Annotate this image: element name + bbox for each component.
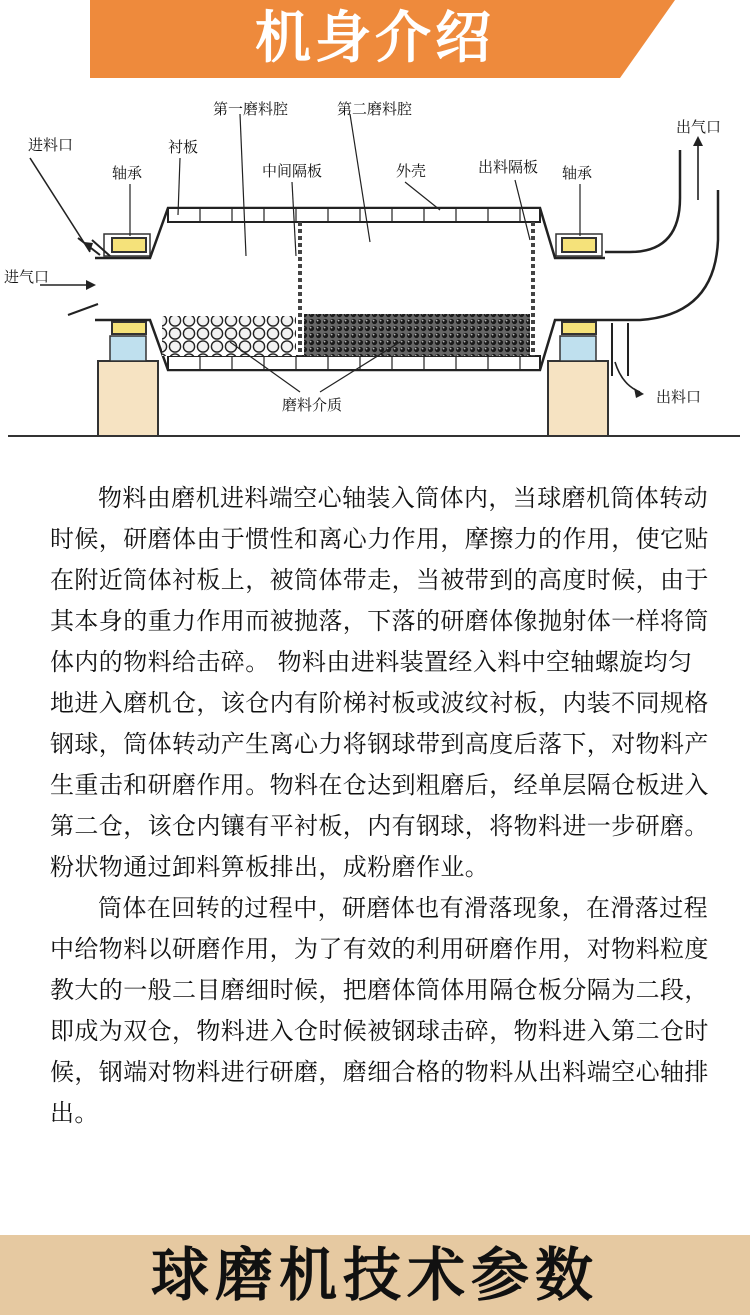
label-chamber-two: 第二磨料腔	[337, 100, 413, 118]
footer-banner	[0, 1235, 750, 1315]
shell-bottom	[168, 356, 540, 370]
label-air-outlet: 出气口	[676, 118, 722, 136]
section-title: 球磨机技术参数	[150, 1241, 599, 1309]
label-liner: 衬板	[168, 138, 199, 156]
label-discharge-outlet: 出料口	[656, 388, 702, 406]
label-bearing-left: 轴承	[112, 164, 143, 182]
bearing-left-top	[112, 238, 146, 252]
label-air-inlet: 进气口	[4, 268, 50, 286]
shell-top	[168, 208, 540, 222]
label-bearing-right: 轴承	[562, 164, 593, 182]
description-text	[50, 478, 710, 1134]
label-feed-inlet: 进料口	[28, 136, 74, 154]
label-discharge-partition: 出料隔板	[478, 158, 539, 176]
support-left	[98, 361, 158, 436]
paragraph: 筒体在回转的过程中，研磨体也有滑落现象，在滑落过程中给物料以研磨作用，为了有效的利用研磨作用，对物料粒度教大的一般二目磨细时候，把磨体筒体用隔仓板分隔为二段，即成为双仓，物料进入仓时候被钢球击碎，物料进入第二仓时候，钢端对物料进行研磨，磨细合格的物料从出料端空心轴排出。	[50, 894, 709, 1127]
coarse-media	[162, 316, 296, 356]
header-banner	[0, 0, 750, 80]
support-right	[548, 361, 608, 436]
fine-media	[304, 314, 530, 356]
label-shell: 外壳	[396, 162, 427, 180]
ball-mill-diagram	[0, 80, 750, 450]
paragraph: 物料由磨机进料端空心轴装入筒体内，当球磨机筒体转动时候，研磨体由于惯性和离心力作用，摩擦力的作用，使它贴在附近筒体衬板上，被筒体带走，当被带到的高度时候，由于其本身的重力作用而被抛落，下落的研磨体像抛射体一样将筒体内的物料给击碎。 物料由进料装置经入料中空轴螺旋均匀地进入磨机仓，该仓内有阶梯衬板或波纹衬板，内装不同规格钢球，筒体转动产生离心力将钢球带到高度后落下，对物料产生重击和研磨作用。物料在仓达到粗磨后，经单层隔仓板进入第二仓，该仓内镶有平衬板，内有钢球，将物料进一步研磨。粉状物通过卸料箅板排出，成粉磨作业。	[50, 484, 709, 881]
bearing-right-top	[562, 238, 596, 252]
label-grinding-media: 磨料介质	[282, 396, 343, 414]
page-title: 机身介绍	[255, 6, 495, 71]
label-middle-partition: 中间隔板	[262, 162, 323, 180]
label-chamber-one: 第一磨料腔	[213, 100, 289, 118]
